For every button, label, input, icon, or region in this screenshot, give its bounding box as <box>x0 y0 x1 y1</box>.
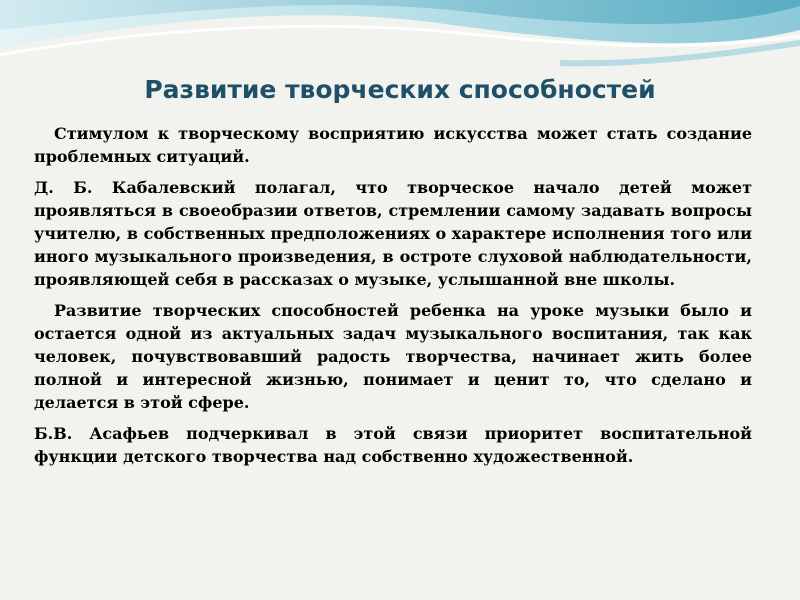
paragraph-4: Б.В. Асафьев подчеркивал в этой связи приоритет воспитательной функции детского творчества над собственно художественной. <box>34 424 752 466</box>
slide-body <box>34 122 752 476</box>
paragraph-3: Развитие творческих способностей ребенка на уроке музыки было и остается одной из актуальных задач музыкального воспитания, так как человек, почувствовавший радость творчества, начинает жить более полной и интересной жизнью, понимает и ценит то, что сделано и делается в этой сфере. <box>34 301 752 412</box>
paragraph-2: Д. Б. Кабалевский полагал, что творческое начало детей может проявляться в своеобразии ответов, стремлении самому задавать вопросы учителю, в собственных предположениях о характере исполнения того или иного музыкального произведения, в остроте слуховой наблюдательности, проявляющей себя в рассказах о музыке, услышанной вне школы. <box>34 178 752 289</box>
paragraph-1: Стимулом к творческому восприятию искусства может стать создание проблемных ситуаций. <box>34 124 752 166</box>
slide-title: Развитие творческих способностей <box>144 75 656 104</box>
